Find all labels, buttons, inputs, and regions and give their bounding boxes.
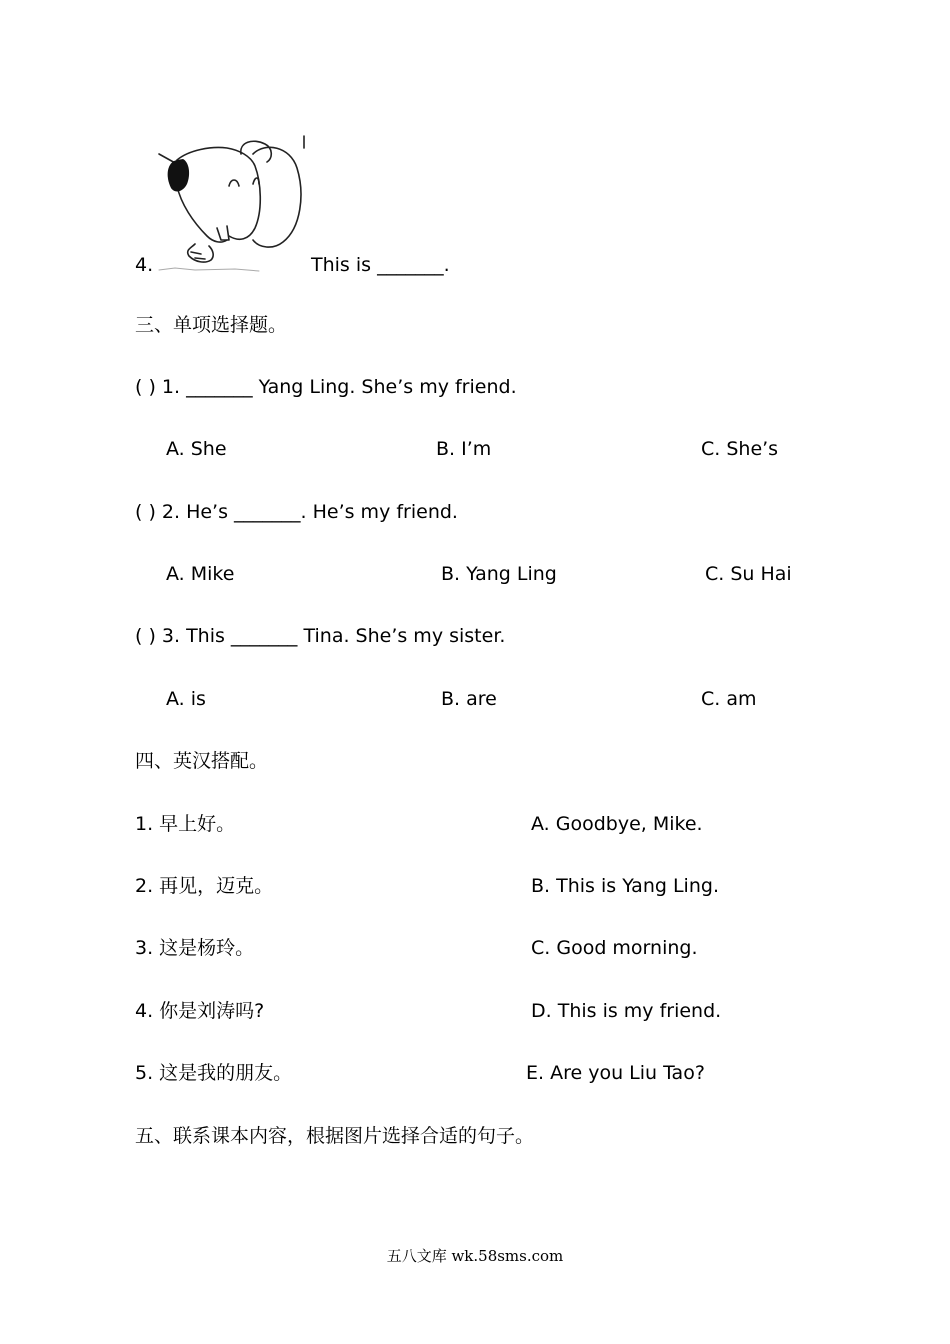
q3-3-option-c[interactable]: C. am xyxy=(701,688,757,710)
q4-sentence: This is _______. xyxy=(311,254,450,276)
mouse-cartoon-image xyxy=(155,132,307,274)
q3-1-option-c[interactable]: C. She’s xyxy=(701,438,779,460)
q3-1-stem: ( ) 1. _______ Yang Ling. She’s my friend. xyxy=(135,376,517,398)
section5-title: 五、联系课本内容，根据图片选择合适的句子。 xyxy=(135,1125,535,1147)
q3-2-stem: ( ) 2. He’s _______. He’s my friend. xyxy=(135,501,458,523)
match-right-a: A. Goodbye, Mike. xyxy=(531,813,703,835)
q3-2-option-a[interactable]: A. Mike xyxy=(166,563,235,585)
q3-1-option-a[interactable]: A. She xyxy=(166,438,227,460)
q3-3-stem: ( ) 3. This _______ Tina. She’s my sister. xyxy=(135,625,506,647)
match-right-b: B. This is Yang Ling. xyxy=(531,875,719,897)
q3-2-option-b[interactable]: B. Yang Ling xyxy=(441,563,557,585)
section4-title: 四、英汉搭配。 xyxy=(135,750,269,772)
match-left-4: 4. 你是刘涛吗? xyxy=(135,1000,265,1022)
q3-1-option-b[interactable]: B. I’m xyxy=(436,438,492,460)
match-right-c: C. Good morning. xyxy=(531,937,698,959)
q4-number: 4. xyxy=(135,254,154,276)
match-left-5: 5. 这是我的朋友。 xyxy=(135,1062,293,1084)
q3-3-option-b[interactable]: B. are xyxy=(441,688,497,710)
match-right-e: E. Are you Liu Tao? xyxy=(526,1062,705,1084)
footer-watermark: 五八文库 wk.58sms.com xyxy=(386,1247,564,1265)
section3-title: 三、单项选择题。 xyxy=(135,314,288,336)
match-left-2: 2. 再见，迈克。 xyxy=(135,875,274,897)
match-left-3: 3. 这是杨玲。 xyxy=(135,937,255,959)
match-right-d: D. This is my friend. xyxy=(531,1000,722,1022)
q3-2-option-c[interactable]: C. Su Hai xyxy=(705,563,792,585)
match-left-1: 1. 早上好。 xyxy=(135,813,236,835)
q3-3-option-a[interactable]: A. is xyxy=(166,688,206,710)
